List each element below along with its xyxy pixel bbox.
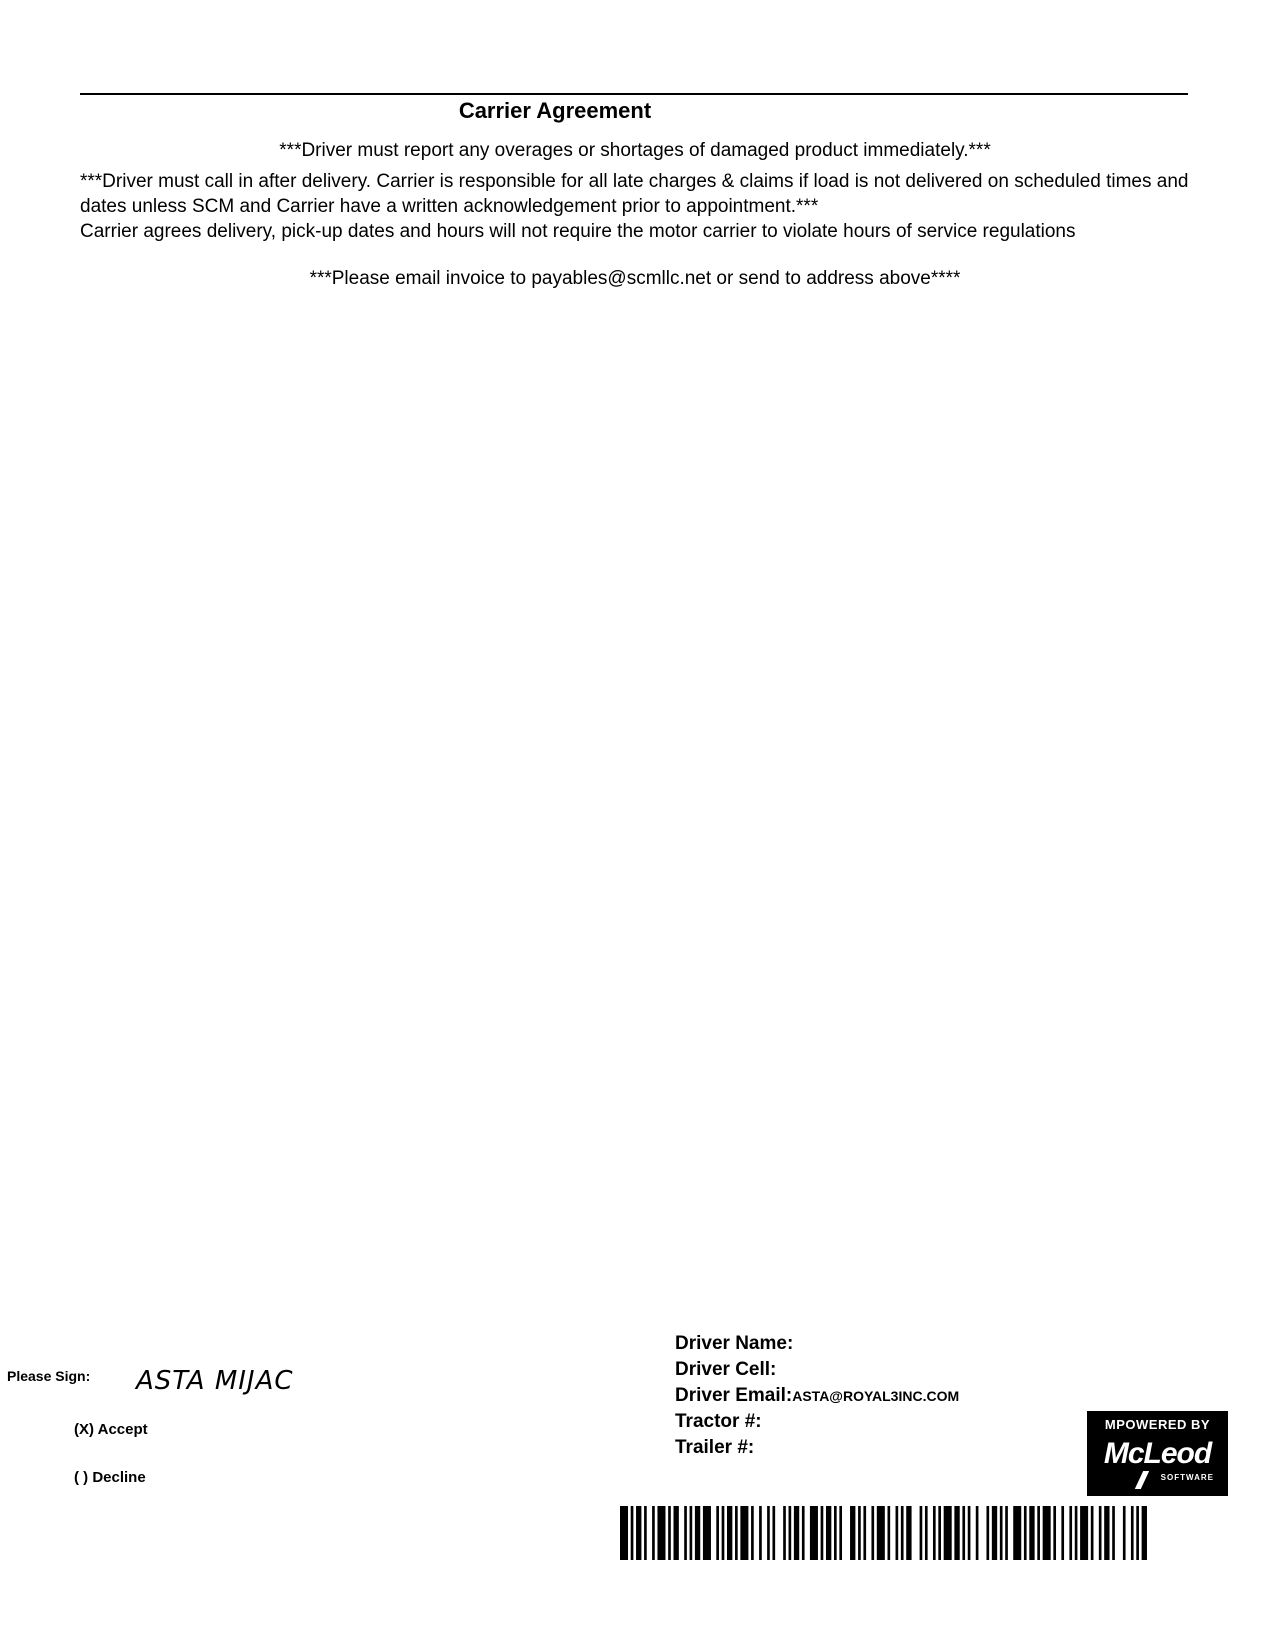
- invoice-notice: ***Please email invoice to payables@scmllc.net or send to address above****: [309, 268, 961, 289]
- barcode-bar: [976, 1506, 979, 1560]
- barcode-bar: [962, 1506, 965, 1560]
- barcode-bar: [794, 1506, 799, 1560]
- barcode-bar: [759, 1506, 762, 1560]
- barcode-bar: [938, 1506, 941, 1560]
- barcode-bar: [668, 1506, 671, 1560]
- barcode-bar: [620, 1506, 628, 1560]
- barcode-bar: [789, 1506, 792, 1560]
- decline-option: ( ) Decline: [74, 1469, 146, 1486]
- delivery-call-notice: ***Driver must call in after delivery. Carrier is responsible for all late charges & claims if load is not delivered on scheduled times and dates unless SCM and Carrier have a written acknowledgement prior to appointment.***: [80, 171, 1189, 217]
- barcode-bar: [1075, 1506, 1078, 1560]
- barcode-bar: [783, 1506, 786, 1560]
- barcode-bar: [933, 1506, 936, 1560]
- barcode-bar: [727, 1506, 732, 1560]
- barcode-bar: [944, 1506, 952, 1560]
- barcode-bar: [834, 1506, 837, 1560]
- barcode-bar: [1037, 1506, 1040, 1560]
- barcode-bar: [986, 1506, 989, 1560]
- barcode-bar: [772, 1506, 775, 1560]
- barcode-bar: [1043, 1506, 1051, 1560]
- barcode-bar: [858, 1506, 861, 1560]
- logo-top-text: MPOWERED BY: [1104, 1417, 1211, 1432]
- barcode-bar: [871, 1506, 874, 1560]
- barcode-bar: [740, 1506, 748, 1560]
- barcode-bar: [695, 1506, 700, 1560]
- barcode-bar: [1142, 1506, 1147, 1560]
- trailer-row: [675, 1435, 959, 1461]
- accept-option: (X) Accept: [74, 1421, 148, 1438]
- barcode-bar: [863, 1506, 866, 1560]
- barcode-bar: [735, 1506, 738, 1560]
- barcode-bar: [901, 1506, 904, 1560]
- barcode-bar: [684, 1506, 687, 1560]
- logo-sub-text: SOFTWARE: [1160, 1473, 1214, 1482]
- barcode-bar: [954, 1506, 959, 1560]
- tractor-row: [675, 1409, 959, 1435]
- header-rule: [80, 93, 1188, 95]
- barcode-bar: [920, 1506, 923, 1560]
- barcode-bar: [1136, 1506, 1139, 1560]
- barcode-bar: [906, 1506, 911, 1560]
- mcleod-logo: [1087, 1411, 1228, 1496]
- driver-email-label: Driver Email:: [675, 1385, 793, 1406]
- barcode-bar: [1112, 1506, 1115, 1560]
- barcode: [620, 1506, 1155, 1560]
- logo-brand: McLeod: [1103, 1437, 1212, 1470]
- trailer-label: Trailer #:: [675, 1437, 755, 1458]
- page-title: Carrier Agreement: [458, 98, 652, 123]
- barcode-bar: [631, 1506, 634, 1560]
- please-sign-label: Please Sign:: [7, 1368, 91, 1384]
- barcode-bar: [1029, 1506, 1034, 1560]
- barcode-bar: [690, 1506, 693, 1560]
- barcode-bar: [877, 1506, 885, 1560]
- tractor-label: Tractor #:: [675, 1411, 762, 1432]
- barcode-bar: [1091, 1506, 1094, 1560]
- barcode-bar: [1061, 1506, 1064, 1560]
- barcode-bar: [992, 1506, 997, 1560]
- barcode-bar: [1013, 1506, 1021, 1560]
- barcode-bar: [925, 1506, 928, 1560]
- barcode-bar: [1000, 1506, 1003, 1560]
- barcode-bar: [896, 1506, 899, 1560]
- driver-cell-label: Driver Cell:: [675, 1359, 777, 1380]
- barcode-bar: [826, 1506, 831, 1560]
- barcode-bar: [839, 1506, 842, 1560]
- driver-name-label: Driver Name:: [675, 1333, 794, 1354]
- barcode-bar: [751, 1506, 754, 1560]
- barcode-bar: [1005, 1506, 1008, 1560]
- logo-slash-icon: [1135, 1471, 1149, 1489]
- driver-email-value: ASTA@ROYAL3INC.COM: [792, 1388, 960, 1404]
- driver-info: [675, 1331, 959, 1461]
- barcode-bar: [850, 1506, 855, 1560]
- hours-of-service-notice: Carrier agrees delivery, pick-up dates and hours will not require the motor carrier to violate hours of service regulations: [80, 221, 1076, 242]
- terms-block: [80, 169, 1190, 244]
- barcode-bar: [674, 1506, 679, 1560]
- barcode-bar: [644, 1506, 647, 1560]
- barcode-bar: [1053, 1506, 1056, 1560]
- driver-cell-row: [675, 1357, 959, 1383]
- barcode-bar: [703, 1506, 711, 1560]
- barcode-bar: [802, 1506, 805, 1560]
- barcode-bar: [1099, 1506, 1102, 1560]
- barcode-bar: [821, 1506, 824, 1560]
- barcode-bar: [888, 1506, 891, 1560]
- barcode-bar: [716, 1506, 719, 1560]
- barcode-bar: [1123, 1506, 1126, 1560]
- barcode-bar: [968, 1506, 971, 1560]
- barcode-bar: [636, 1506, 641, 1560]
- driver-email-row: [675, 1383, 959, 1409]
- barcode-bar: [657, 1506, 665, 1560]
- barcode-bar: [1104, 1506, 1109, 1560]
- barcode-bar: [767, 1506, 770, 1560]
- driver-name-row: [675, 1331, 959, 1357]
- barcode-bar: [1069, 1506, 1072, 1560]
- overages-notice: ***Driver must report any overages or shortages of damaged product immediately.***: [279, 140, 991, 161]
- barcode-bar: [1024, 1506, 1027, 1560]
- barcode-bar: [1131, 1506, 1134, 1560]
- signature: ASTA MIJAC: [136, 1366, 294, 1396]
- barcode-bar: [810, 1506, 818, 1560]
- barcode-bar: [1080, 1506, 1088, 1560]
- barcode-bar: [722, 1506, 725, 1560]
- barcode-bar: [652, 1506, 655, 1560]
